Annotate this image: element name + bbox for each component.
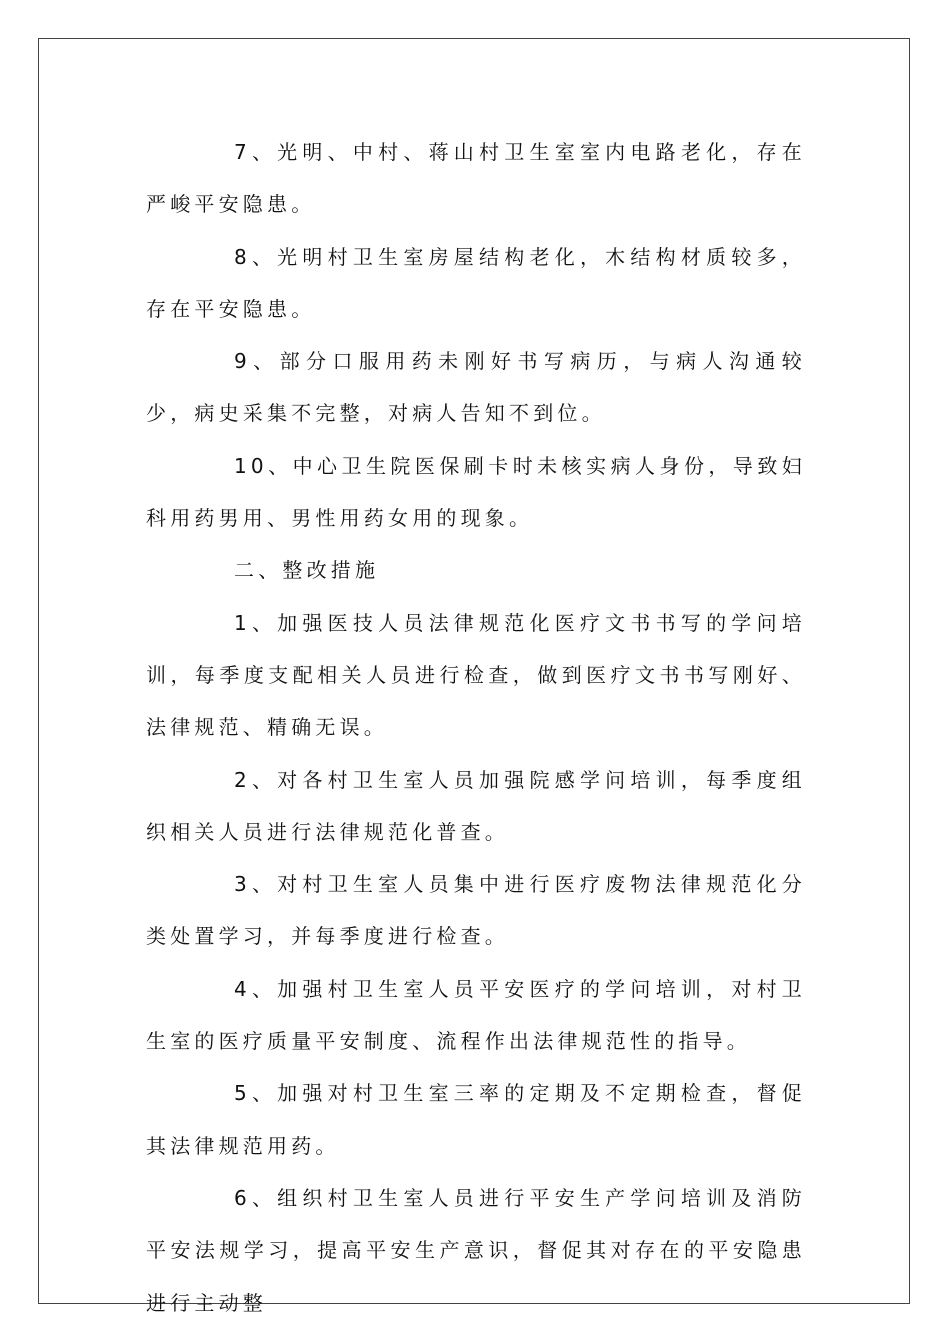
measure-item-6: 6、组织村卫生室人员进行平安生产学问培训及消防平安法规学习，提高平安生产意识，督促其对存在的平安隐患进行主动整 (146, 1185, 806, 1315)
section-heading-rectification: 二、整改措施 (234, 558, 380, 583)
paragraph-item-7-electrical: 7、光明、中村、蒋山村卫生室室内电路老化，存在严峻平安隐患。 (146, 140, 806, 217)
measure-item-4: 4、加强村卫生室人员平安医疗的学问培训，对村卫生室的医疗质量平安制度、流程作出法律规范性的指导。 (146, 976, 806, 1054)
paragraph-item-9-records: 9、部分口服用药未刚好书写病历，与病人沟通较少，病史采集不完整，对病人告知不到位。 (146, 349, 806, 426)
paragraph-item-8-structure: 8、光明村卫生室房屋结构老化，木结构材质较多，存在平安隐患。 (146, 244, 806, 321)
document-body (146, 126, 806, 1329)
measure-item-1: 1、加强医技人员法律规范化医疗文书书写的学问培训，每季度支配相关人员进行检查，做到医疗文书书写刚好、法律规范、精确无误。 (146, 610, 806, 740)
measure-item-5: 5、加强对村卫生室三率的定期及不定期检查，督促其法律规范用药。 (146, 1081, 806, 1158)
measure-item-2: 2、对各村卫生室人员加强院感学问培训，每季度组织相关人员进行法律规范化普查。 (146, 767, 806, 844)
paragraph-item-10-insurance: 10、中心卫生院医保刷卡时未核实病人身份，导致妇科用药男用、男性用药女用的现象。 (146, 453, 806, 531)
measure-item-3: 3、对村卫生室人员集中进行医疗废物法律规范化分类处置学习，并每季度进行检查。 (146, 872, 806, 949)
